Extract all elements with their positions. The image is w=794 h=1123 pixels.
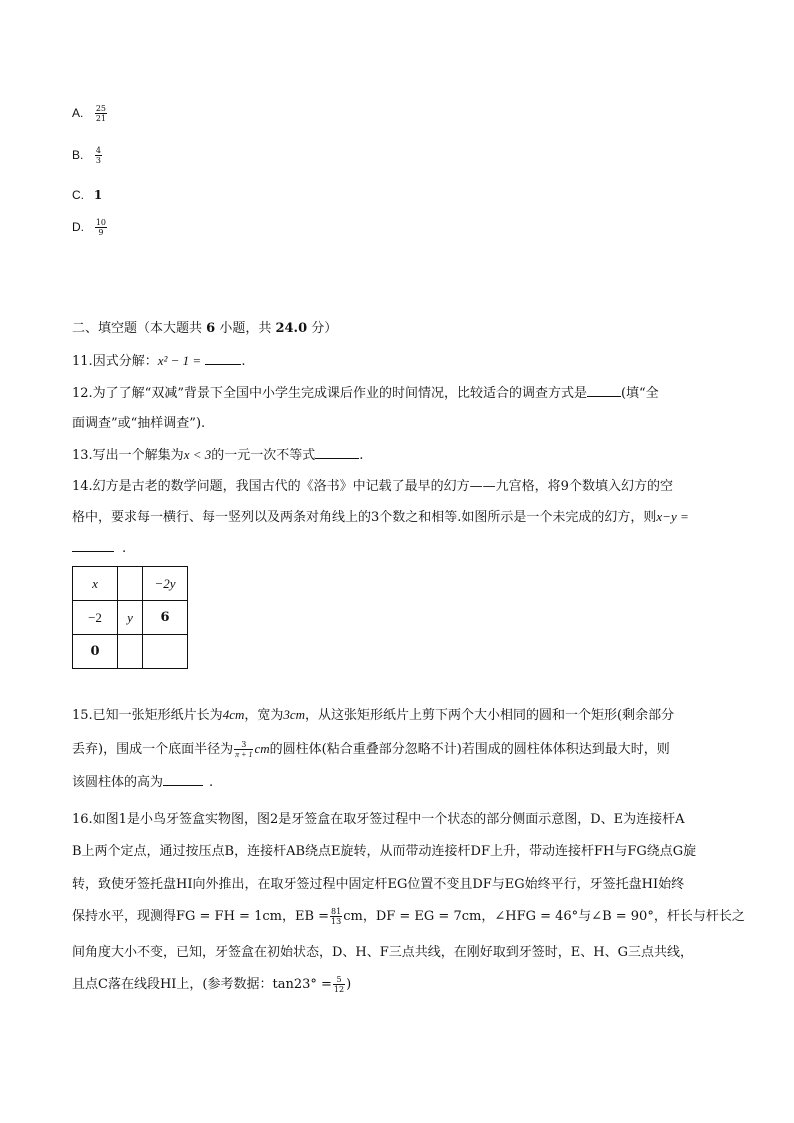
magic-cell bbox=[118, 567, 143, 601]
answer-blank[interactable] bbox=[72, 539, 114, 552]
magic-square-table bbox=[72, 566, 188, 669]
question-11: 11.因式分解：x² − 1 = . bbox=[72, 353, 246, 369]
option-fraction: $\frac{10}{9}$ bbox=[95, 218, 107, 237]
option-label: A. bbox=[72, 106, 84, 120]
question-16-cont3: 保持水平，现测得FG = FH = 1cm，EB = $\frac{81}{13}$ cm，DF = EG = 7cm，∠HFG = 46°与∠B = 90°，杆长与杆长之 bbox=[72, 907, 745, 926]
answer-blank[interactable] bbox=[587, 384, 621, 397]
section-heading: 二、填空题（本大题共 6 小题，共 24.0 分） bbox=[72, 321, 338, 336]
magic-cell bbox=[118, 635, 143, 669]
question-12-cont: 面调查”或“抽样调查”). bbox=[72, 416, 206, 431]
magic-cell: −2y bbox=[143, 567, 188, 601]
question-16: 16.如图1是小鸟牙签盒实物图，图2是牙签盒在取牙签过程中一个状态的部分侧面示意图，D、E为连接杆A bbox=[72, 812, 685, 827]
question-16-cont4: 间角度大小不变，已知，牙签盒在初始状态，D、H、F三点共线，在刚好取到牙签时，E、H、G三点共线， bbox=[72, 945, 693, 960]
question-12: 12.为了了解“双减”背景下全国中小学生完成课后作业的时间情况，比较适合的调查方式是 (填“全 bbox=[72, 386, 659, 401]
tan-fraction: $\frac{5}{12}$ bbox=[333, 975, 345, 994]
option-label: B. bbox=[72, 148, 84, 162]
eb-fraction: $\frac{81}{13}$ bbox=[331, 907, 342, 926]
magic-cell: x bbox=[73, 567, 118, 601]
question-15-cont: 丢弃)，围成一个底面半径为 $\frac{3}{\pi + 1}$ cm的圆柱体(粘合重叠部分忽略不计)若围成的圆柱体体积达到最大时，则 bbox=[72, 740, 670, 759]
answer-blank[interactable] bbox=[163, 773, 203, 786]
option-c bbox=[72, 188, 102, 202]
question-15-cont2: 该圆柱体的高为 . bbox=[72, 775, 214, 790]
magic-cell: −2 bbox=[73, 601, 118, 635]
option-label: D. bbox=[72, 220, 84, 234]
question-14-cont2: . bbox=[72, 538, 126, 560]
question-15: 15.已知一张矩形纸片长为4cm，宽为3cm，从这张矩形纸片上剪下两个大小相同的圆和一个矩形(剩余部分 bbox=[72, 707, 675, 723]
answer-blank[interactable] bbox=[205, 352, 241, 365]
question-16-cont: B上两个定点，通过按压点B，连接杆AB绕点E旋转，从而带动连接杆DF上升，带动连接杆FH与FG绕点G旋 bbox=[72, 844, 697, 859]
option-b bbox=[72, 146, 103, 165]
magic-cell: y bbox=[118, 601, 143, 635]
question-16-cont2: 转，致使牙签托盘HI向外推出，在取牙签过程中固定杆EG位置不变且DF与EG始终平行，牙签托盘HI始终 bbox=[72, 877, 685, 892]
question-13: 13.写出一个解集为x < 3的一元一次不等式 . bbox=[72, 447, 364, 463]
option-a bbox=[72, 104, 108, 123]
question-14-cont: 格中，要求每一横行、每一竖列以及两条对角线上的3个数之和相等.如图所示是一个未完成的幻方，则x−y = bbox=[72, 509, 689, 525]
option-value: 1 bbox=[93, 188, 103, 202]
magic-cell: 0 bbox=[73, 635, 118, 669]
option-d bbox=[72, 218, 108, 237]
question-14: 14.幻方是古老的数学问题，我国古代的《洛书》中记载了最早的幻方——九宫格，将9个数填入幻方的空 bbox=[72, 479, 673, 494]
radius-fraction: $\frac{3}{\pi + 1}$ bbox=[235, 740, 253, 759]
magic-cell: 6 bbox=[143, 601, 188, 635]
option-fraction: $\frac{25}{21}$ bbox=[95, 104, 107, 123]
option-label: C. bbox=[72, 188, 84, 202]
question-16-cont5: 且点C落在线段HI上，(参考数据：tan23° = $\frac{5}{12}$ ) bbox=[72, 975, 352, 994]
answer-blank[interactable] bbox=[315, 446, 359, 459]
magic-cell bbox=[143, 635, 188, 669]
option-fraction: $\frac{4}{3}$ bbox=[95, 146, 101, 165]
